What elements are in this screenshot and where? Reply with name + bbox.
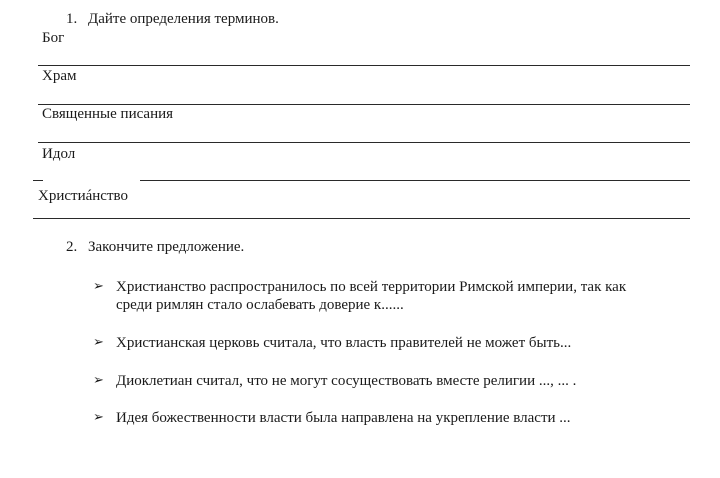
bullet-arrow-icon: ➢ <box>93 335 104 350</box>
answer-line-scriptures[interactable] <box>38 142 690 143</box>
sentence-1 <box>116 278 626 314</box>
bullet-arrow-icon: ➢ <box>93 279 104 294</box>
task2-title: Закончите предложение. <box>88 239 245 255</box>
task2-number: 2. <box>66 239 78 255</box>
sentence-1-line1: Христианство распространилось по всей территории Римской империи, так как <box>116 279 627 295</box>
sentence-2: Христианская церковь считала, что власть правителей не может быть... <box>116 335 572 351</box>
bullet-arrow-icon: ➢ <box>93 373 104 388</box>
term-temple: Храм <box>42 68 77 84</box>
bullet-arrow-icon: ➢ <box>93 410 104 425</box>
sentence-3: Диоклетиан считал, что не могут сосуществовать вместе религии ..., ... . <box>116 373 577 389</box>
term-scriptures: Священные писания <box>42 106 174 122</box>
task1-title: Дайте определения терминов. <box>88 11 279 27</box>
task2-heading <box>66 239 244 256</box>
answer-line-idol[interactable] <box>140 180 690 181</box>
answer-line-christianity[interactable] <box>33 218 690 219</box>
term-god: Бог <box>42 30 65 46</box>
answer-line-god[interactable] <box>38 65 690 66</box>
answer-line-temple[interactable] <box>38 104 690 105</box>
answer-line-idol-short <box>33 180 43 181</box>
sentence-4: Идея божественности власти была направлена на укрепление власти ... <box>116 410 571 426</box>
term-christianity: Христиáнство <box>38 188 128 204</box>
task1-heading <box>66 11 279 28</box>
term-idol: Идол <box>42 146 76 162</box>
sentence-1-line2: среди римлян стало ослабевать доверие к...... <box>116 297 404 313</box>
task1-number: 1. <box>66 11 78 27</box>
